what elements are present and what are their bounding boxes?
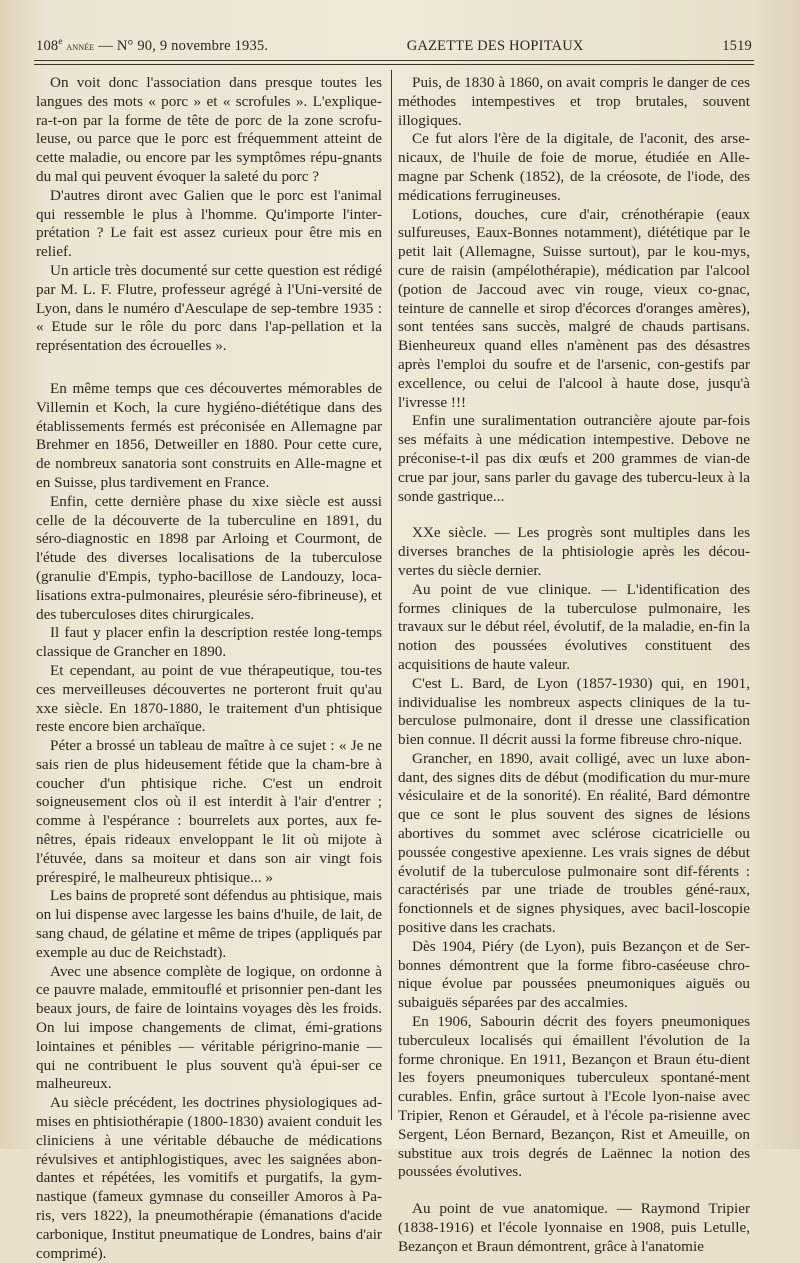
paragraph: Avec une absence complète de logique, on ordonne à ce pauvre malade, emmitouflé et prisonnier pen-dant les beaux jours, de faire de lointains voyages dès les froids. On lui impose changements de climat, émi-grations lointaines et pénibles — véritable périgrino-manie — qui ne contribuent le plus souvent qu'à épui-ser ce malheureux. (36, 962, 382, 1093)
column-divider (391, 70, 392, 1120)
right-column (398, 74, 750, 1257)
paragraph: Au point de vue clinique. — L'identification des formes cliniques de la tuberculose pulmonaire, les travaux sur le début réel, évolutif, de la maladie, en-fin la notion des poussées évolutives constituent des acquisitions de haute valeur. (398, 580, 750, 673)
section-heading-paragraph: XXe siècle. — Les progrès sont multiples dans les diverses branches de la phtisiologie après les décou-vertes du siècle dernier. (398, 524, 750, 579)
journal-title: GAZETTE DES HOPITAUX (406, 37, 584, 54)
page-number: 1519 (722, 37, 752, 54)
paragraph: Les bains de propreté sont défendus au phtisique, mais on lui dispense avec largesse les bains d'huile, de lait, de sang chaud, de gélatine et même de tripes (appliqués par exemple au duc de Reichstadt). (36, 887, 382, 961)
year-suffix: e (58, 36, 63, 46)
paragraph: Lotions, douches, cure d'air, crénothérapie (eaux sulfureuses, Eaux-Bonnes notamment), diététique par le petit lait (Allemagne, Suisse surtout), par le kou-mys, cure de raisin (ampélothérapie), médication par l'alcool (potion de Jaccoud avec vin rouge, vieux co-gnac, teinture de cannelle et sirop d'écorces d'oranges amères), sont tentées sans succès, malgré de chauds partisans. Bienheureux quand elles n'amènent pas des désastres après l'emploi du soufre et de l'arsenic, con-gestifs par excellence, ou celui de l'alcool à haute dose, jusqu'à l'ivresse !!! (398, 205, 750, 411)
annee-label: année (66, 38, 95, 53)
issue-info (36, 36, 268, 55)
paragraph: Ce fut alors l'ère de la digitale, de l'aconit, des arse-nicaux, de l'huile de foie de morue, étudiée en Alle-magne par Schenk (1852), de la créosote, de l'iode, des médications ferrugineuses. (398, 130, 750, 204)
issue-number: — N° 90, 9 novembre 1935. (98, 37, 269, 54)
paragraph: Au siècle précédent, les doctrines physiologiques ad-mises en phtisiothérapie (1800-1830) avaient conduit les cliniciens à une véritable débauche de médications révulsives et antiphlogistiques, avec les saignées abon-dantes et répétées, les vomitifs et purgatifs, la gym-nastique (fameux gymnase du conseiller Amoros à Pa-ris, vers 1822), la pneumothérapie (émanations d'acide carbonique, Institut pneumatique de Londres, bains d'air comprimé). (36, 1094, 382, 1262)
paragraph: Au point de vue anatomique. — Raymond Tripier (1838-1916) et l'école lyonnaise en 1908, puis Letulle, Bezançon et Braun démontrent, grâce à l'anatomie (398, 1200, 750, 1255)
paragraph: Il faut y placer enfin la description restée long-temps classique de Grancher en 1890. (36, 624, 382, 661)
paragraph: D'autres diront avec Galien que le porc est l'animal qui ressemble le plus à l'homme. Qu'importe l'inter-prétation ? Le fait est assez curieux pour être mis en relief. (36, 186, 382, 261)
paragraph: Enfin, cette dernière phase du xixe siècle est aussi celle de la découverte de la tuberculine en 1891, du séro-diagnostic en 1898 par Arloing et Courmont, de l'étude des diverses localisations de la tuberculose (granulie d'Empis, typho-bacillose de Landouzy, loca-lisations extra-pulmonaires, pleurésie séro-fibrineuse), et des tuberculoses dites chirurgicales. (36, 492, 382, 623)
paragraph: C'est L. Bard, de Lyon (1857-1930) qui, en 1901, individualise les nombreux aspects cliniques de la tu-berculose pulmonaire, dont il dresse une classification bien connue. Il décrit aussi la forme fibreuse chro-nique. (398, 674, 750, 749)
paragraph: En même temps que ces découvertes mémorables de Villemin et Koch, la cure hygiéno-diététique dans des établissements fermés est préconisée en Allemagne par Brehmer en 1856, Detweiller en 1880. Pour cette cure, de nombreux sanatoria sont construits en Alle-magne et en Suisse, plus tardivement en France. (36, 379, 382, 491)
paragraph: Et cependant, au point de vue thérapeutique, tou-tes ces merveilleuses découvertes ne porteront fruit qu'au xxe siècle. En 1870-1880, le traitement d'un phtisique reste encore bien archaïque. (36, 661, 382, 736)
paragraph: On voit donc l'association dans presque toutes les langues des mots « porc » et « scrofules ». L'explique-ra-t-on par la forme de tête de porc de la zone scrofu-leuse, ou parce que le porc est fréquemment atteint de cette maladie, ou encore par les symptômes répu-gnants du mal qui peuvent évoquer la saleté du porc ? (36, 74, 382, 185)
year: 108 (36, 37, 59, 54)
left-column (36, 74, 382, 1263)
paragraph: Un article très documenté sur cette question est rédigé par M. L. F. Flutre, professeur agrégé à l'Uni-versité de Lyon, dans le numéro d'Aesculape de sep-tembre 1935 : « Etude sur le rôle du porc dans l'ap-pellation et la représentation des écrouelles ». (36, 261, 382, 355)
header-rule (34, 60, 754, 61)
paragraph: Grancher, en 1890, avait colligé, avec un luxe abon-dant, des signes dits de début (modification du mur-mure vésiculaire et de la sonorité). En réalité, Bard démontre que ce sont le plus souvent des signes de lésions abortives du sommet avec sclérose cicatricielle ou poussée congestive apexienne. Les vrais signes de début évolutif de la tuberculose pulmonaire sont dif-férents : caractérisés par une triade de troubles géné-raux, fonctionnels et de signes physiques, avec bacil-loscopie positive dans les crachats. (398, 749, 750, 937)
paragraph: Enfin une suralimentation outrancière ajoute par-fois ses méfaits à une médication intempestive. Debove ne préconise-t-il pas dix œufs et 200 grammes de vian-de crue par jour, sans parler du gavage des tubercu-leux à la sonde gastrique... (398, 412, 750, 505)
page-header (36, 36, 752, 56)
paragraph: Péter a brossé un tableau de maître à ce sujet : « Je ne sais rien de plus hideusement fétide que la cham-bre à coucher d'un phtisique riche. C'est un endroit soigneusement clos où il est interdit à l'air d'entrer ; comme à l'espérance : bourrelets aux portes, aux fe-nêtres, épais rideaux enveloppant le lit où mijote à l'étuvée, dans sa moiteur et dans son air vingt fois prérespiré, le malheureux phtisique... » (36, 737, 382, 886)
paragraph: Dès 1904, Piéry (de Lyon), puis Bezançon et de Ser-bonnes démontrent que la forme fibro-caséeuse chro-nique évolue par poussées pneumoniques aiguës ou subaiguës séparées par des accalmies. (398, 937, 750, 1012)
header-rule-thin (34, 64, 754, 65)
paragraph: En 1906, Sabourin décrit des foyers pneumoniques tuberculeux localisés qui émaillent l'évolution de la forme chronique. En 1911, Bezançon et Braun étu-dient les foyers pneumoniques tuberculeux spontané-ment curables. Enfin, grâce surtout à l'Ecole lyon-naise avec Tripier, Renon et Géraudel, et à l'école pa-risienne avec Sergent, Léon Bernard, Bezançon, Rist et Ameuille, on substitue aux trois degrés de Laënnec la notion des poussées évolutives. (398, 1013, 750, 1181)
paragraph: Puis, de 1830 à 1860, on avait compris le danger de ces méthodes intempestives et trop brutales, souvent illogiques. (398, 74, 750, 129)
